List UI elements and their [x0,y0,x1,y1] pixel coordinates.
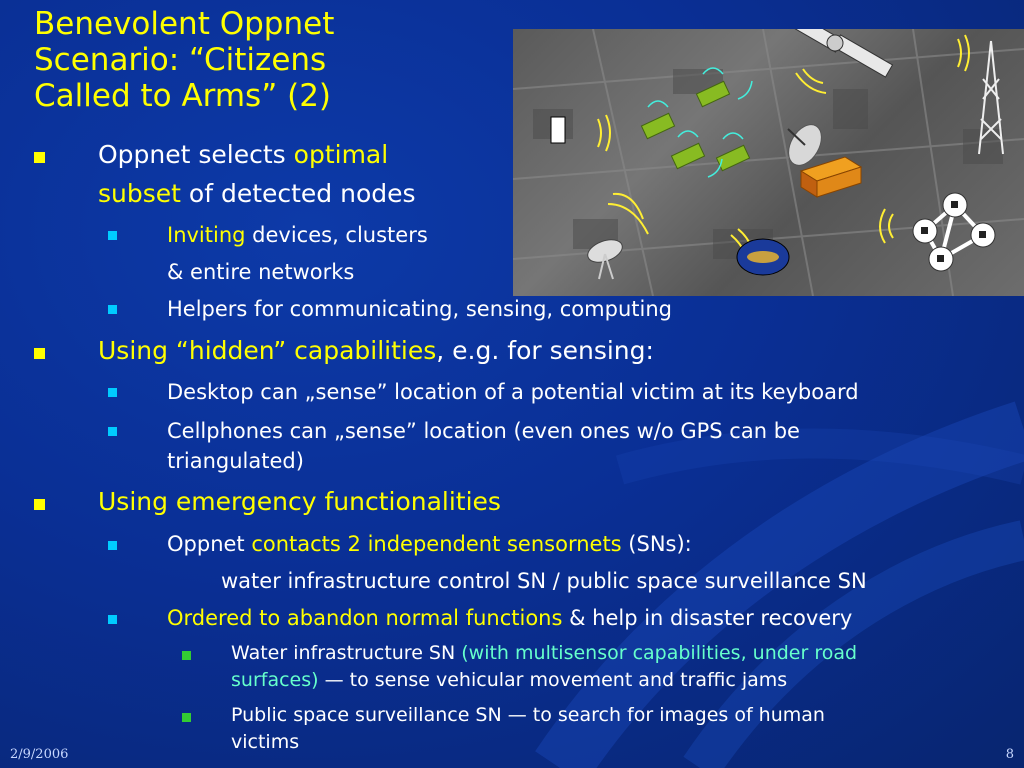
bullet-marker [108,615,117,624]
bullet-3-1-line-2: water infrastructure control SN / public space surveillance SN [221,569,867,593]
bullet-3-2-1-text-2: — to sense vehicular movement and traffic jams [318,669,788,691]
bullet-3-1-text: Oppnet [167,532,252,556]
bullet-1-line-2 [98,179,416,209]
bullet-2 [98,336,654,366]
bullet-marker [108,231,117,240]
bullet-1-1-line-2: & entire networks [167,260,355,284]
bullet-1-2: Helpers for communicating, sensing, computing [167,297,672,321]
bullet-marker [182,713,191,722]
bullet-marker [34,348,45,359]
bullet-1-text-2: of detected nodes [180,179,416,208]
cellphone-icon [551,117,565,143]
bullet-marker [108,427,117,436]
title-line-3: Called to Arms” (2) [34,78,332,114]
bullet-1-line-1 [98,140,388,170]
bullet-3-1-highlight: contacts 2 independent sensornets [251,532,622,556]
footer-date: 2/9/2006 [10,747,69,762]
bullet-3 [98,487,501,517]
bullet-marker [108,305,117,314]
satellite-icon [784,29,893,77]
bullet-marker [182,651,191,660]
network-illustration [513,29,1024,296]
bullet-3-2-text: & help in disaster recovery [562,606,853,630]
bullet-3-1-text-2: (SNs): [621,532,692,556]
bullet-3-2-1-line-1 [231,642,857,665]
bullet-3-2-1-highlight-2: surfaces) [231,669,319,691]
bullet-marker [34,152,45,163]
bullet-3-2-2-line-1: Public space surveillance SN — to search for images of human [231,704,825,726]
bullet-2-2-line-2: triangulated) [167,449,304,473]
bullet-1-highlight-2: subset [98,179,181,208]
bullet-3-2 [167,605,852,631]
bullet-2-1: Desktop can „sense” location of a potential victim at its keyboard [167,380,859,404]
bullet-marker [34,499,45,510]
bullet-3-2-1-highlight: (with multisensor capabilities, under road [461,642,858,664]
vehicle-sensor-icon [737,239,789,275]
slide-number: 8 [1005,747,1014,762]
bullet-2-2-line-1: Cellphones can „sense” location (even ones w/o GPS can be [167,419,800,443]
computer-box-icon [801,157,861,197]
title-line-1: Benevolent Oppnet [34,6,335,42]
bullet-3-2-2-line-2: victims [231,731,300,753]
bullet-1-text: Oppnet selects [98,140,294,169]
bullet-3-highlight: Using emergency functionalities [98,487,501,516]
title-line-2: Scenario: “Citizens [34,42,327,78]
bullet-1-1-line-1 [167,222,428,248]
bullet-2-text: , e.g. for sensing: [436,336,654,365]
slide-title [34,6,334,114]
bullet-3-2-1-text: Water infrastructure SN [231,642,462,664]
bullet-marker [108,541,117,550]
bullet-marker [108,388,117,397]
bullet-3-2-1-line-2 [231,669,787,692]
bullet-1-1-highlight: Inviting [167,223,246,247]
bullet-3-1-line-1 [167,531,692,557]
bullet-1-highlight: optimal [293,140,389,169]
bullet-2-highlight: Using “hidden” capabilities [98,336,437,365]
sensor-nodes-icon [641,81,749,170]
bullet-3-2-highlight: Ordered to abandon normal functions [167,606,563,630]
bullet-1-1-text: devices, clusters [245,223,428,247]
mesh-network-icon [913,193,995,271]
